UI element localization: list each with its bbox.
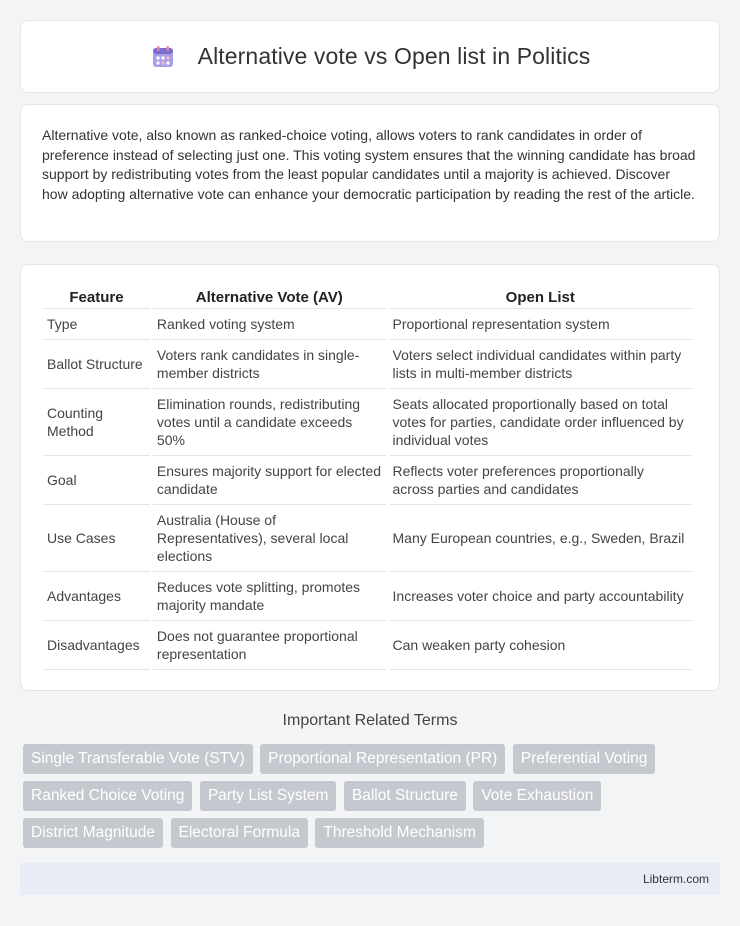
table-cell: Voters rank candidates in single-member districts bbox=[153, 340, 386, 389]
comparison-table bbox=[40, 285, 695, 670]
term-tag[interactable]: Ranked Choice Voting bbox=[23, 781, 192, 811]
table-cell: Many European countries, e.g., Sweden, Brazil bbox=[389, 505, 692, 572]
term-tag[interactable]: District Magnitude bbox=[23, 818, 163, 848]
footer-brand-link[interactable]: Libterm.com bbox=[642, 872, 709, 886]
table-cell: Elimination rounds, redistributing votes until a candidate exceeds 50% bbox=[153, 389, 386, 456]
table-cell: Use Cases bbox=[43, 505, 150, 572]
table-row bbox=[43, 456, 692, 505]
intro-card bbox=[20, 104, 720, 242]
comparison-card bbox=[20, 264, 720, 691]
table-cell: Goal bbox=[43, 456, 150, 505]
table-cell: Increases voter choice and party accountability bbox=[389, 572, 692, 621]
related-terms-list bbox=[23, 744, 723, 855]
page-title: Alternative vote vs Open list in Politics bbox=[197, 43, 591, 69]
table-cell: Counting Method bbox=[43, 389, 150, 456]
table-cell: Ranked voting system bbox=[153, 309, 386, 340]
table-cell: Ensures majority support for elected candidate bbox=[153, 456, 386, 505]
term-tag[interactable]: Vote Exhaustion bbox=[473, 781, 601, 811]
table-cell: Reflects voter preferences proportionally across parties and candidates bbox=[389, 456, 692, 505]
term-tag[interactable]: Threshold Mechanism bbox=[315, 818, 483, 848]
footer bbox=[20, 863, 720, 895]
term-tag[interactable]: Electoral Formula bbox=[171, 818, 308, 848]
column-header-open-list: Open List bbox=[389, 285, 692, 309]
table-cell: Does not guarantee proportional representation bbox=[153, 621, 386, 670]
table-header-row bbox=[43, 285, 692, 309]
term-tag[interactable]: Party List System bbox=[200, 781, 337, 811]
title-card bbox=[20, 20, 720, 93]
table-row bbox=[43, 309, 692, 340]
calendar-icon bbox=[150, 44, 176, 70]
table-cell: Voters select individual candidates within party lists in multi-member districts bbox=[389, 340, 692, 389]
table-row bbox=[43, 505, 692, 572]
column-header-feature: Feature bbox=[43, 285, 150, 309]
term-tag[interactable]: Proportional Representation (PR) bbox=[260, 744, 505, 774]
table-row bbox=[43, 621, 692, 670]
related-terms-heading: Important Related Terms bbox=[282, 712, 458, 729]
table-row bbox=[43, 389, 692, 456]
table-row bbox=[43, 572, 692, 621]
term-tag[interactable]: Single Transferable Vote (STV) bbox=[23, 744, 253, 774]
term-tag[interactable]: Preferential Voting bbox=[513, 744, 656, 774]
table-cell: Can weaken party cohesion bbox=[389, 621, 692, 670]
table-cell: Proportional representation system bbox=[389, 309, 692, 340]
table-row bbox=[43, 340, 692, 389]
table-cell: Disadvantages bbox=[43, 621, 150, 670]
table-cell: Australia (House of Representatives), several local elections bbox=[153, 505, 386, 572]
table-cell: Reduces vote splitting, promotes majority mandate bbox=[153, 572, 386, 621]
term-tag[interactable]: Ballot Structure bbox=[344, 781, 466, 811]
table-cell: Ballot Structure bbox=[43, 340, 150, 389]
table-cell: Advantages bbox=[43, 572, 150, 621]
column-header-alternative-vote: Alternative Vote (AV) bbox=[153, 285, 386, 309]
intro-text: Alternative vote, also known as ranked-choice voting, allows voters to rank candidates in order of preference instead of selecting just one. This voting system ensures that the winning candidate has broad support by redistributing votes from the least popular candidates until a majority is achieved. Discover how adopting alternative vote can enhance your democratic participation by reading the rest of the article. bbox=[42, 127, 696, 202]
table-cell: Seats allocated proportionally based on total votes for parties, candidate order influenced by individual votes bbox=[389, 389, 692, 456]
table-cell: Type bbox=[43, 309, 150, 340]
